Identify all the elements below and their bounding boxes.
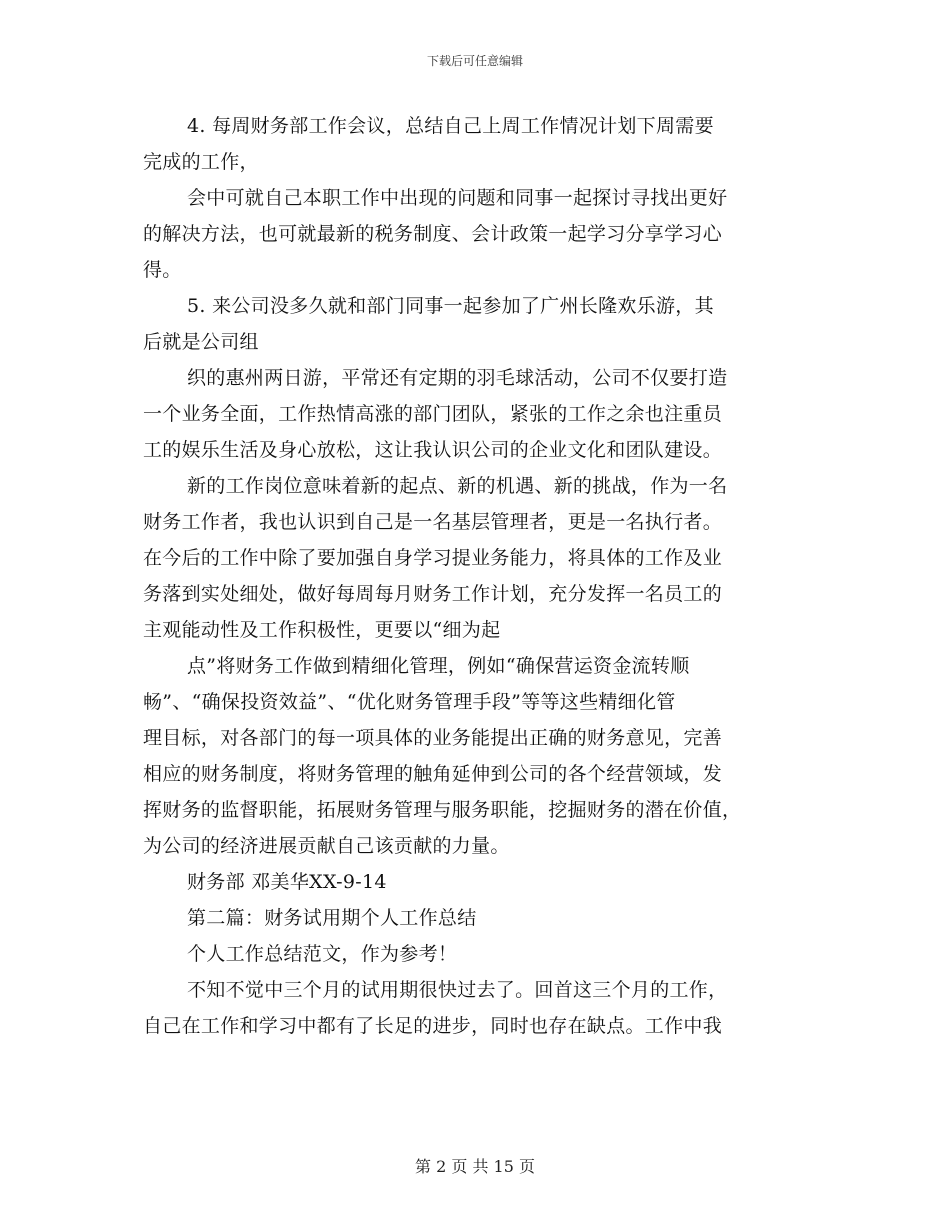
text-line: 在今后的工作中除了要加强自身学习提业务能力，将具体的工作及业 <box>143 547 723 569</box>
text-line: 会中可就自己本职工作中出现的问题和同事一起探讨寻找出更好 <box>187 187 728 209</box>
page-header-note: 下载后可任意编辑 <box>426 54 523 68</box>
page-number: 第 2 页 共 15 页 <box>415 1157 535 1176</box>
text-line: 自己在工作和学习中都有了长足的进步，同时也存在缺点。工作中我 <box>143 1015 723 1037</box>
text-line: 个人工作总结范文，作为参考！ <box>187 943 458 965</box>
text-line: 不知不觉中三个月的试用期很快过去了。回首这三个月的工作， <box>187 979 728 1001</box>
text-line: 完成的工作， <box>143 151 259 173</box>
text-line: 财务工作者，我也认识到自己是一名基层管理者，更是一名执行者。 <box>143 511 723 533</box>
text-line: 新的工作岗位意味着新的起点、新的机遇、新的挑战，作为一名 <box>187 475 728 497</box>
text-line: 织的惠州两日游，平常还有定期的羽毛球活动，公司不仅要打造 <box>187 367 728 389</box>
document-body <box>143 108 808 1044</box>
text-line: 务落到实处细处，做好每周每月财务工作计划，充分发挥一名员工的 <box>143 583 723 605</box>
text-line: 为公司的经济进展贡献自己该贡献的力量。 <box>143 835 510 857</box>
text-line: 点”将财务工作做到精细化管理，例如“确保营运资金流转顺 <box>187 655 690 677</box>
text-line: 主观能动性及工作积极性，更要以“细为起 <box>143 619 501 641</box>
text-line: 理目标，对各部门的每一项具体的业务能提出正确的财务意见，完善 <box>143 727 723 749</box>
text-line: 工的娱乐生活及身心放松，这让我认识公司的企业文化和团队建设。 <box>143 439 723 461</box>
text-line: 挥财务的监督职能，拓展财务管理与服务职能，挖掘财务的潜在价值， <box>143 799 742 821</box>
text-line: 的解决方法，也可就最新的税务制度、会计政策一起学习分享学习心 <box>143 223 723 245</box>
text-line: 相应的财务制度，将财务管理的触角延伸到公司的各个经营领域，发 <box>143 763 723 785</box>
text-line: 一个业务全面，工作热情高涨的部门团队，紧张的工作之余也注重员 <box>143 403 723 425</box>
text-line: 畅”、“确保投资效益”、“优化财务管理手段”等等这些精细化管 <box>143 691 676 713</box>
text-line: 5. 来公司没多久就和部门同事一起参加了广州长隆欢乐游，其 <box>187 295 714 317</box>
text-line: 得。 <box>143 259 182 281</box>
text-line: 4. 每周财务部工作会议，总结自己上周工作情况计划下周需要 <box>187 115 714 137</box>
text-line: 财务部 邓美华XX-9-14 <box>187 871 387 893</box>
text-line: 后就是公司组 <box>143 331 259 353</box>
text-line: 第二篇：财务试用期个人工作总结 <box>187 907 477 929</box>
